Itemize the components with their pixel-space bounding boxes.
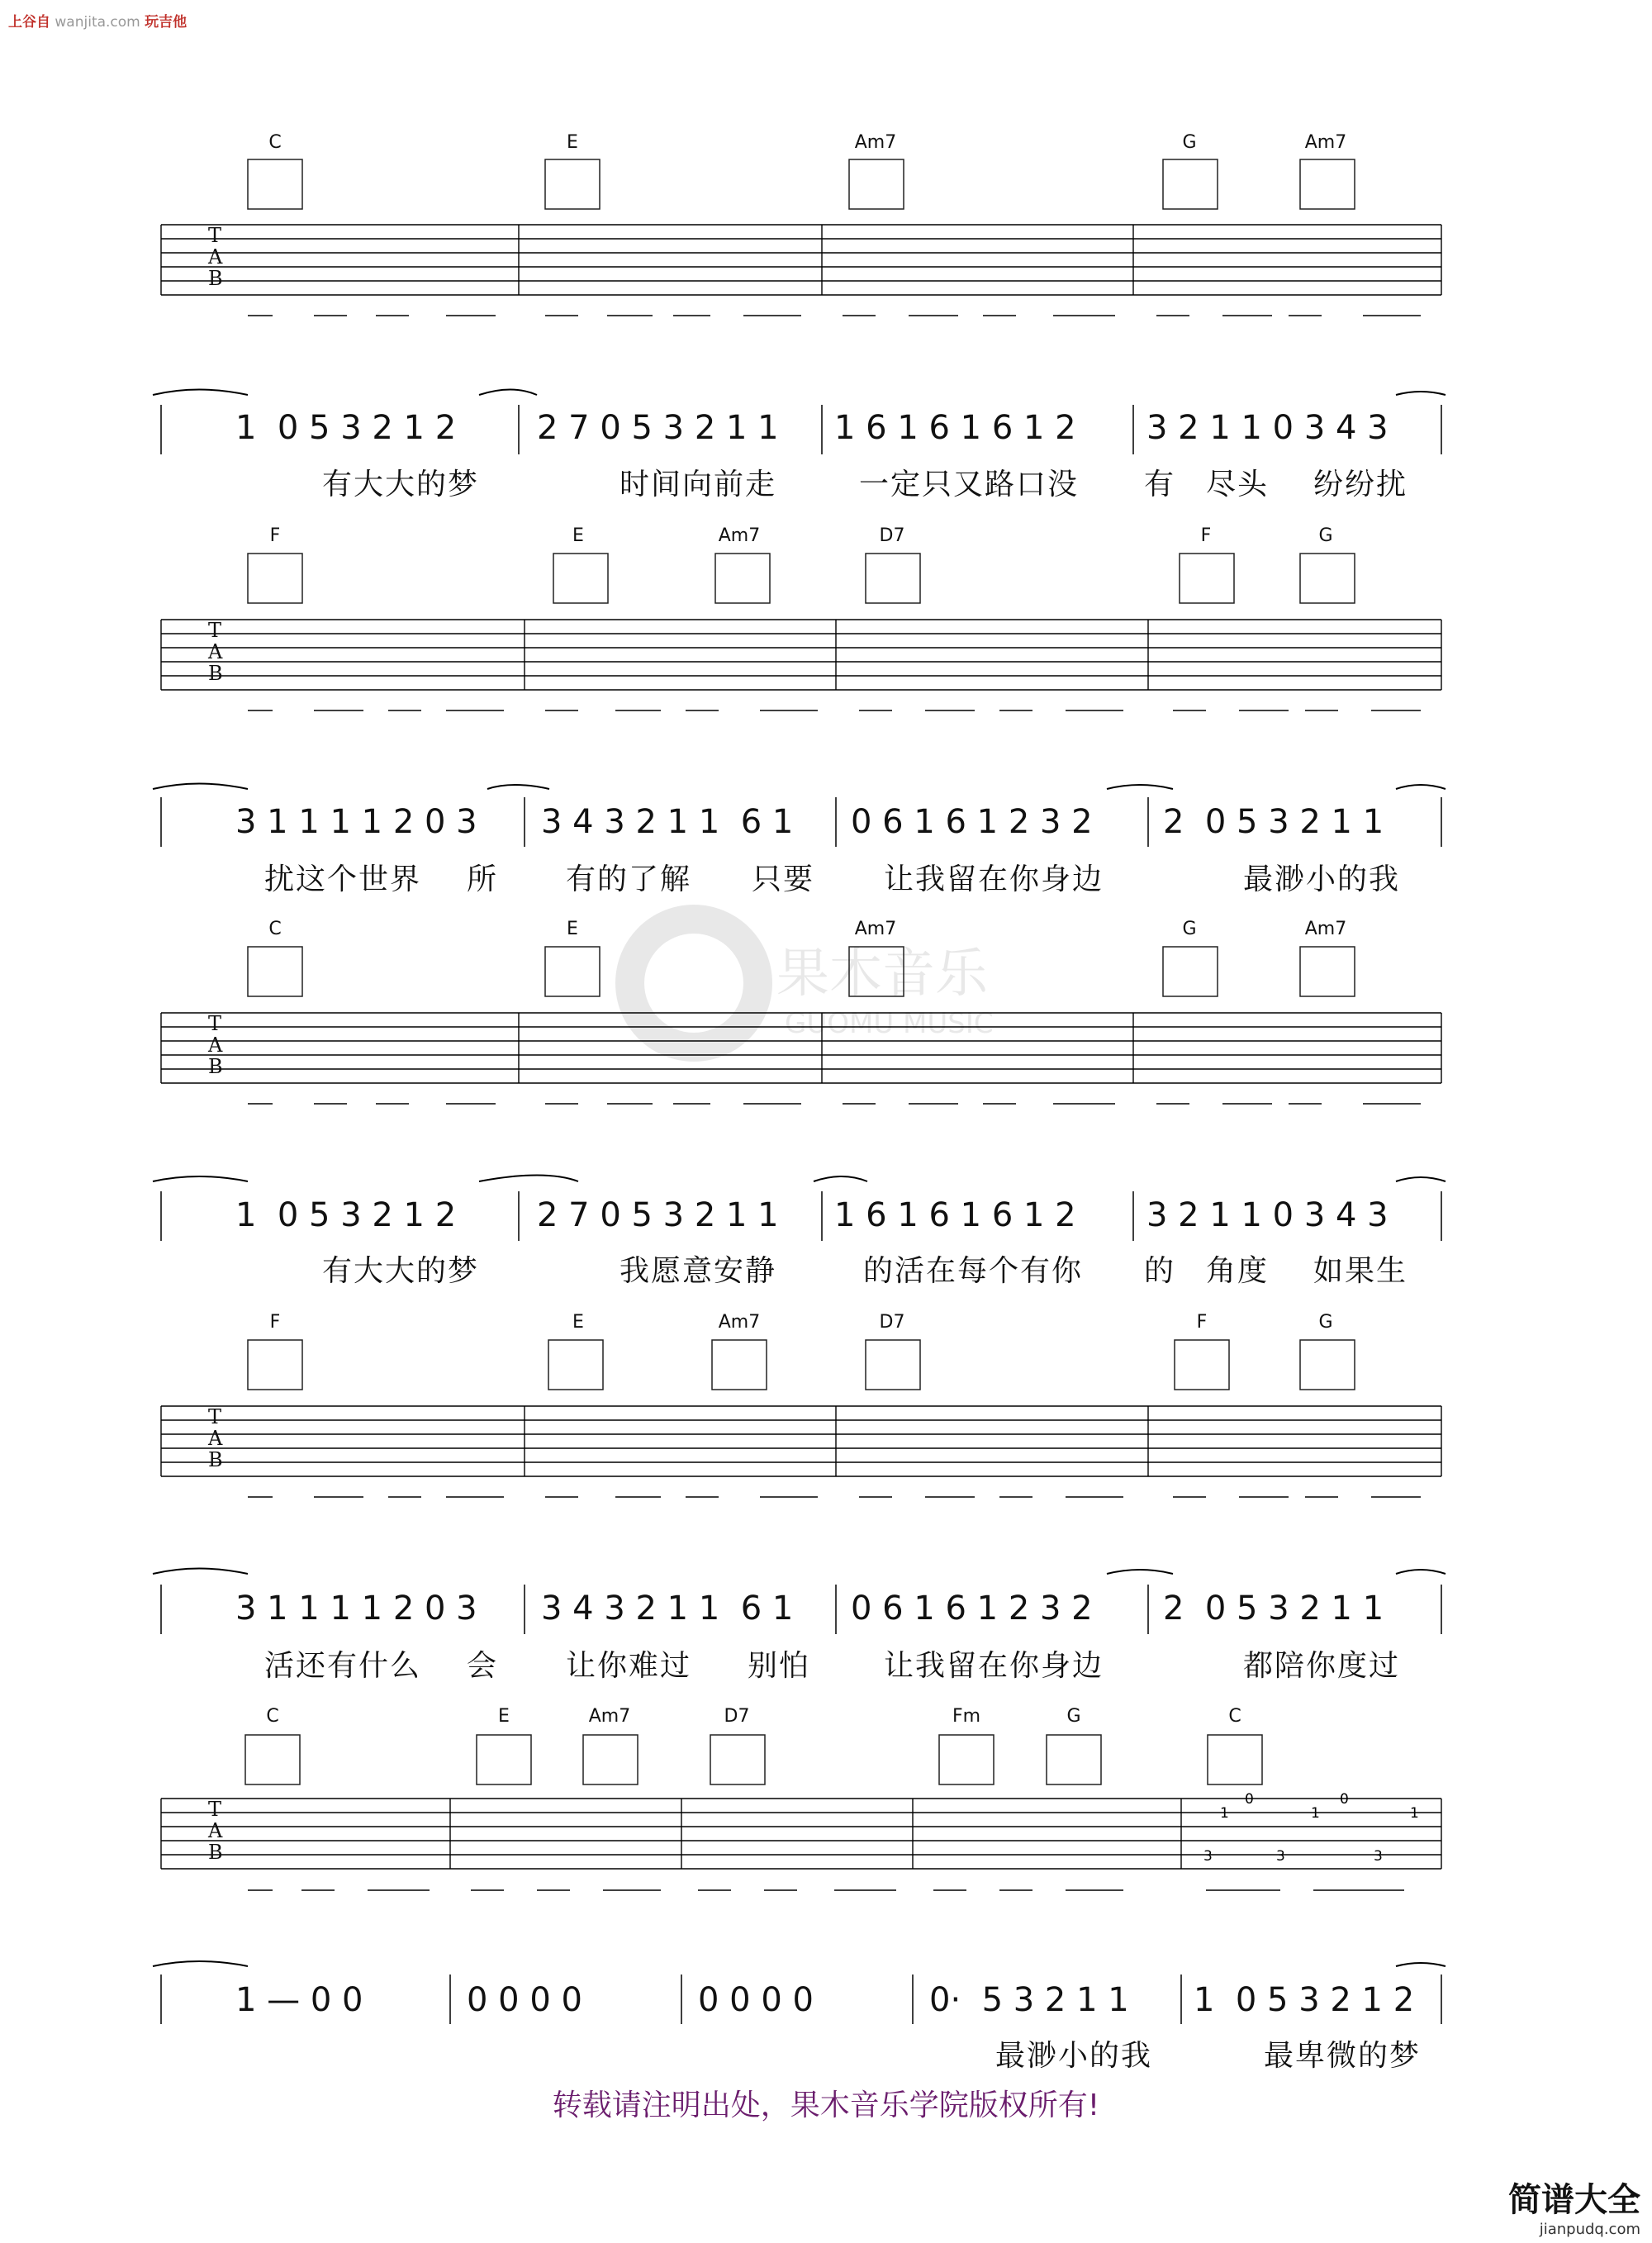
tab-label-a: A	[208, 245, 223, 268]
jianpu-measure: 1 0 5 3 2 1 2	[235, 409, 457, 447]
jianpu-measure: 1 6 1 6 1 6 1 2	[834, 1196, 1076, 1234]
lyric: 所	[467, 863, 499, 896]
chord-name: F	[1196, 1312, 1208, 1333]
jianpu-measure: 3 1 1 1 1 2 0 3	[235, 803, 477, 841]
chord-name: D7	[879, 525, 905, 546]
jianpu-measure: 3 2 1 1 0 3 4 3	[1146, 409, 1389, 447]
jianpu-measure: 2 0 5 3 2 1 1	[1163, 1590, 1384, 1628]
chord-name: Fm	[952, 1706, 981, 1727]
lyric: 有大大的梦	[322, 1254, 480, 1288]
lyric: 的	[1144, 1254, 1176, 1288]
lyric: 让你难过	[566, 1649, 692, 1683]
jianpu-measure: 1 — 0 0	[235, 1981, 363, 2019]
tab-label-t: T	[208, 1405, 222, 1428]
jianpu-measure: 3 4 3 2 1 1 6 1	[541, 1590, 794, 1628]
chord-name: E	[498, 1706, 510, 1727]
lyric: 别怕	[748, 1649, 811, 1683]
tab-number: 0	[1245, 1791, 1254, 1808]
copyright-note: 转载请注明出处，果木音乐学院版权所有!	[552, 2089, 1100, 2122]
chord-name: G	[1066, 1706, 1081, 1727]
tab-label-a: A	[208, 1819, 223, 1842]
jianpu-measure: 1 0 5 3 2 1 2	[235, 1196, 457, 1234]
lyric: 我愿意安静	[620, 1254, 777, 1288]
lyric: 都陪你度过	[1243, 1649, 1401, 1683]
tab-number: 1	[1220, 1805, 1229, 1822]
jianpu-measure: 0 6 1 6 1 2 3 2	[851, 1590, 1093, 1628]
chord-name: Am7	[718, 1312, 761, 1333]
lyric: 让我留在你身边	[884, 1649, 1104, 1683]
chord-name: D7	[724, 1706, 750, 1727]
chord-name: C	[268, 919, 282, 939]
chord-name: F	[269, 1312, 281, 1333]
watermark-cn: 果木音乐	[776, 943, 988, 1005]
chord-name: Am7	[1304, 132, 1347, 153]
lyric: 如果生	[1313, 1254, 1408, 1288]
chord-name: Am7	[854, 132, 897, 153]
chord-name: Am7	[854, 919, 897, 939]
tab-number: 3	[1276, 1848, 1285, 1865]
chord-name: C	[268, 132, 282, 153]
chord-name: Am7	[718, 525, 761, 546]
brand-url: jianpudq.com	[1539, 2221, 1640, 2238]
jianpu-measure: 2 7 0 5 3 2 1 1	[537, 409, 779, 447]
lyric: 活还有什么	[264, 1649, 422, 1683]
tab-label-t: T	[208, 619, 222, 642]
jianpu-measure: 1 6 1 6 1 6 1 2	[834, 409, 1076, 447]
tab-label-b: B	[208, 1448, 223, 1471]
tab-label-a: A	[208, 640, 223, 663]
lyric: 有	[1144, 468, 1176, 501]
tab-number: 1	[1311, 1805, 1320, 1822]
jianpu-measure: 3 4 3 2 1 1 6 1	[541, 803, 794, 841]
brand-name: 简谱大全	[1508, 2181, 1640, 2219]
brand-logo	[1508, 2174, 1640, 2238]
lyric: 纷纷扰	[1313, 468, 1408, 501]
jianpu-measure: 1 0 5 3 2 1 2	[1194, 1981, 1415, 2019]
chord-name: E	[567, 919, 578, 939]
chord-name: Am7	[1304, 919, 1347, 939]
tab-label-b: B	[208, 1841, 223, 1864]
tab-number: 1	[1410, 1805, 1419, 1822]
chord-name: Am7	[588, 1706, 631, 1727]
tab-label-b: B	[208, 662, 223, 685]
jianpu-measure: 0 6 1 6 1 2 3 2	[851, 803, 1093, 841]
chord-name: G	[1318, 525, 1333, 546]
jianpu-measure: 0 0 0 0	[698, 1981, 814, 2019]
lyric: 有的了解	[566, 863, 692, 896]
lyric: 最渺小的我	[1243, 863, 1401, 896]
chord-name: E	[567, 132, 578, 153]
jianpu-measure: 0 0 0 0	[467, 1981, 582, 2019]
tab-label-a: A	[208, 1034, 223, 1057]
lyric: 一定只又路口没	[859, 468, 1080, 501]
chord-name: D7	[879, 1312, 905, 1333]
tab-number: 3	[1203, 1848, 1213, 1865]
chord-name: F	[269, 525, 281, 546]
tab-label-t: T	[208, 1012, 222, 1035]
chord-name: C	[1228, 1706, 1241, 1727]
jianpu-measure: 3 1 1 1 1 2 0 3	[235, 1590, 477, 1628]
lyric: 时间向前走	[620, 468, 777, 501]
lyric: 有大大的梦	[322, 468, 480, 501]
lyric: 会	[467, 1649, 499, 1683]
chord-name: E	[572, 525, 584, 546]
lyric: 扰这个世界	[264, 863, 422, 896]
lyric: 最渺小的我	[995, 2039, 1153, 2073]
tab-label-a: A	[208, 1427, 223, 1450]
tab-label-b: B	[208, 267, 223, 290]
site-url: wanjita.com	[55, 14, 140, 31]
chord-name: G	[1318, 1312, 1333, 1333]
lyric: 最卑微的梦	[1264, 2039, 1422, 2073]
jianpu-measure: 2 7 0 5 3 2 1 1	[537, 1196, 779, 1234]
lyric: 只要	[752, 863, 815, 896]
chord-name: G	[1182, 132, 1197, 153]
jianpu-measure: 3 2 1 1 0 3 4 3	[1146, 1196, 1389, 1234]
jianpu-measure: 2 0 5 3 2 1 1	[1163, 803, 1384, 841]
tab-label-t: T	[208, 1798, 222, 1821]
lyric: 的活在每个有你	[863, 1254, 1084, 1288]
tab-label-b: B	[208, 1055, 223, 1078]
tab-label-t: T	[208, 224, 222, 247]
tab-number: 0	[1340, 1791, 1349, 1808]
site-name-a: 上谷自	[8, 14, 50, 31]
lyric: 尽头	[1206, 468, 1270, 501]
chord-name: G	[1182, 919, 1197, 939]
chord-name: F	[1200, 525, 1212, 546]
lyric: 角度	[1206, 1254, 1270, 1288]
lyric: 让我留在你身边	[884, 863, 1104, 896]
chord-name: E	[572, 1312, 584, 1333]
jianpu-measure: 0· 5 3 2 1 1	[929, 1981, 1129, 2019]
tab-number: 3	[1374, 1848, 1383, 1865]
chord-name: C	[266, 1706, 279, 1727]
site-name-b: 玩吉他	[145, 14, 188, 31]
watermark-en: GUOMU MUSIC	[785, 1007, 994, 1040]
